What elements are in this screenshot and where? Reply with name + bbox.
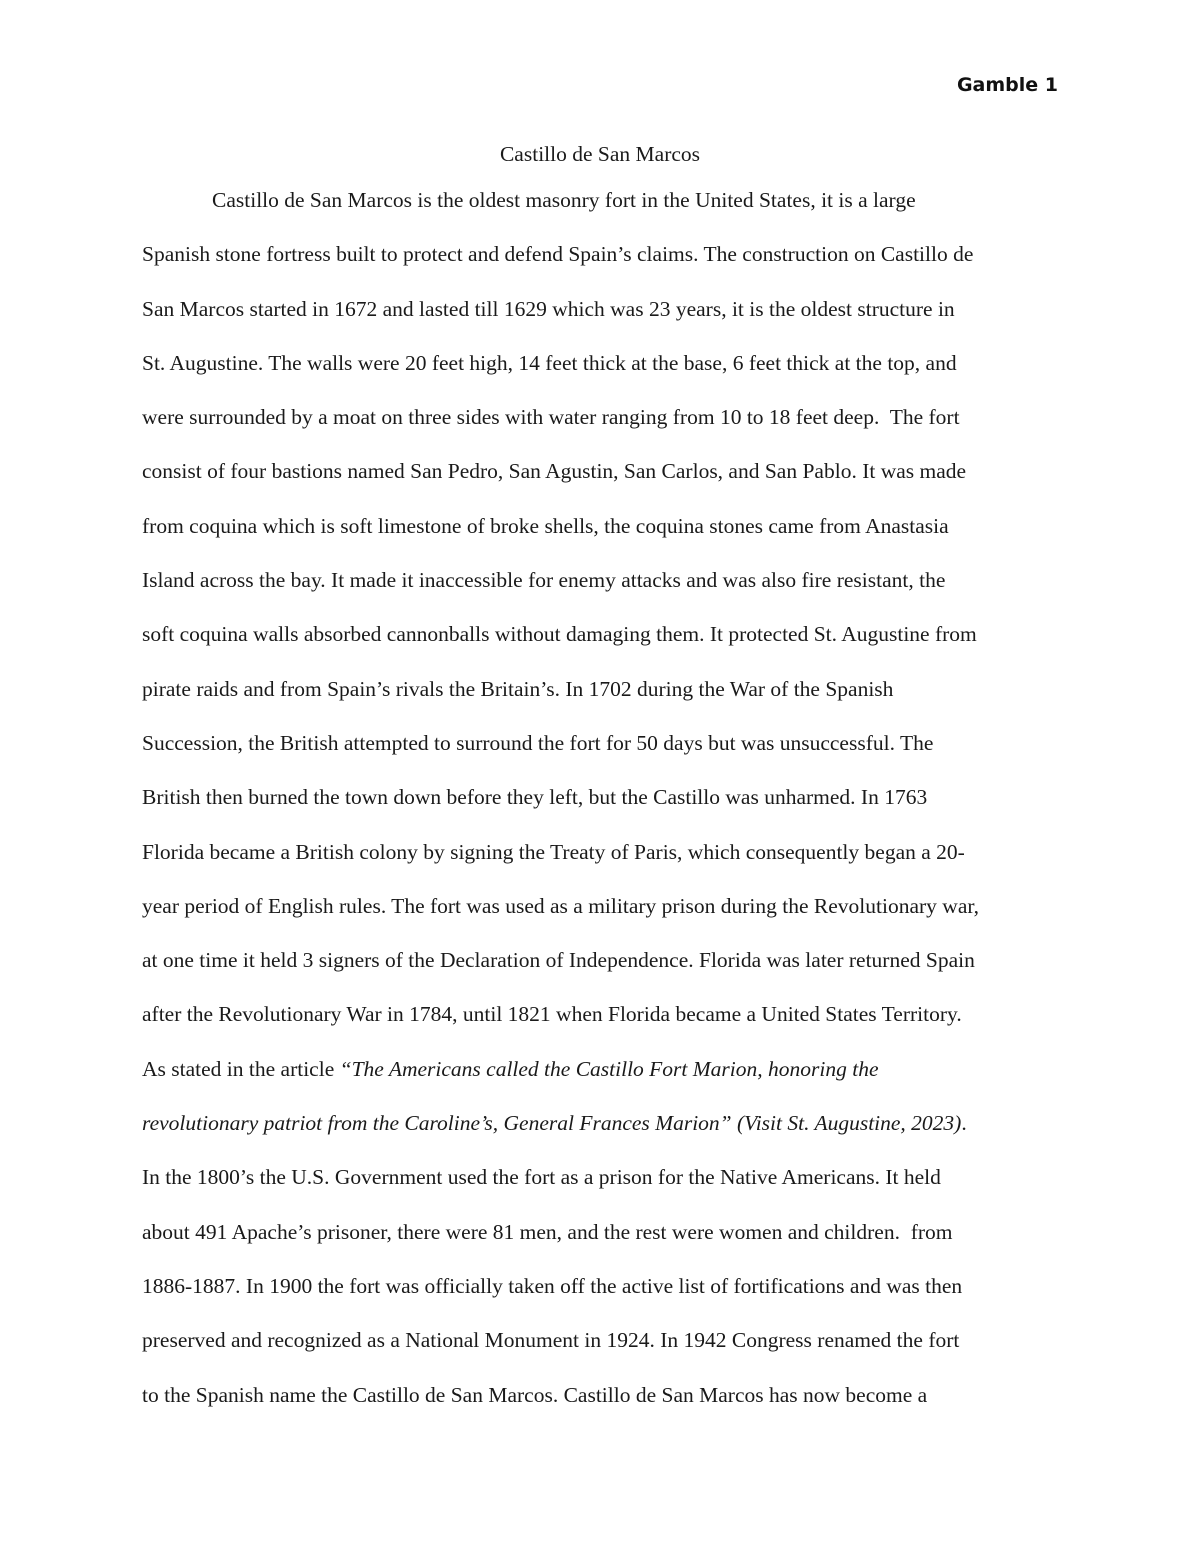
paragraph-line: consist of four bastions named San Pedro, San Agustin, San Carlos, and San Pablo. It was made [142,459,967,484]
paragraph-line: about 491 Apache’s prisoner, there were 81 men, and the rest were women and children. from [142,1219,953,1244]
document-title: Castillo de San Marcos [499,142,701,166]
paragraph-line: Spanish stone fortress built to protect and defend Spain’s claims. The construction on Castillo de [142,242,974,267]
quote-end-punctuation: . [961,1111,967,1136]
document-body [142,173,1062,1422]
paragraph-line: St. Augustine. The walls were 20 feet high, 14 feet thick at the base, 6 feet thick at the top, and [142,350,957,375]
paragraph-line: soft coquina walls absorbed cannonballs without damaging them. It protected St. Augustine from [142,622,977,647]
quote-line [142,1042,1062,1096]
paragraph-line: British then burned the town down before they left, but the Castillo was unharmed. In 1763 [142,785,928,810]
paragraph-line: preserved and recognized as a National Monument in 1924. In 1942 Congress renamed the fort [142,1328,960,1353]
quoted-text: “The Americans called the Castillo Fort Marion, honoring the [339,1056,879,1081]
paragraph-line: Succession, the British attempted to surround the fort for 50 days but was unsuccessful. The [142,730,934,755]
paragraph-line: to the Spanish name the Castillo de San Marcos. Castillo de San Marcos has now become a [142,1382,928,1407]
quote-lead-text: As stated in the article [142,1056,340,1081]
paragraph-line: from coquina which is soft limestone of broke shells, the coquina stones came from Anastasia [142,513,949,538]
paragraph-line: Florida became a British colony by signing the Treaty of Paris, which consequently began a 20- [142,839,965,864]
paragraph-line: at one time it held 3 signers of the Declaration of Independence. Florida was later returned Spain [142,948,975,973]
running-head: Gamble 1 [956,74,1058,96]
paragraph-line: after the Revolutionary War in 1784, until 1821 when Florida became a United States Territory. [142,1002,962,1027]
paragraph-line: Island across the bay. It made it inaccessible for enemy attacks and was also fire resistant, the [142,568,946,593]
paragraph-line: were surrounded by a moat on three sides with water ranging from 10 to 18 feet deep. The fort [142,405,960,430]
quote-line [142,1096,1062,1150]
paragraph-line: Castillo de San Marcos is the oldest masonry fort in the United States, it is a large [212,188,916,212]
paragraph-line: 1886-1887. In 1900 the fort was officially taken off the active list of fortifications and was then [142,1273,963,1298]
paragraph-line: year period of English rules. The fort was used as a military prison during the Revolutionary war, [142,893,980,918]
paragraph-line: In the 1800’s the U.S. Government used the fort as a prison for the Native Americans. It held [142,1165,941,1190]
paragraph-line: pirate raids and from Spain’s rivals the Britain’s. In 1702 during the War of the Spanish [142,676,894,701]
quoted-text-citation: revolutionary patriot from the Caroline’s, General Frances Marion” (Visit St. Augustine, 2023) [142,1111,962,1136]
paragraph-line: San Marcos started in 1672 and lasted till 1629 which was 23 years, it is the oldest structure in [142,296,955,321]
